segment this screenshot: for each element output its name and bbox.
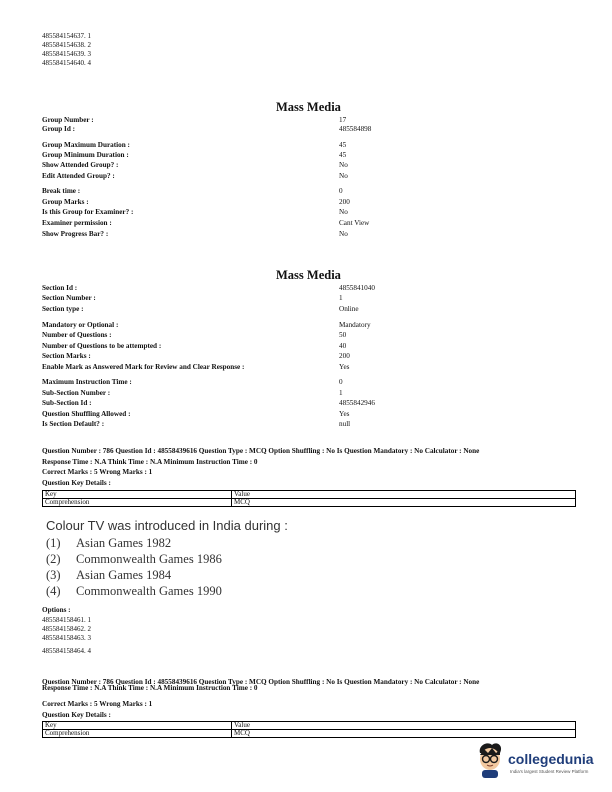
option-id: 485584158464. 4 xyxy=(42,647,91,655)
value: Yes xyxy=(339,363,350,371)
label: Mandatory or Optional : xyxy=(42,321,119,329)
question-shuffling-row xyxy=(42,410,522,420)
value: Online xyxy=(339,305,359,313)
value: 1 xyxy=(339,294,343,302)
question-marks: Correct Marks : 5 Wrong Marks : 1 xyxy=(42,700,153,708)
option-number: (4) xyxy=(46,584,61,598)
label: Break time : xyxy=(42,187,81,195)
option-id: 485584158461. 1 xyxy=(42,616,91,624)
value: 0 xyxy=(339,187,343,195)
value: 45 xyxy=(339,141,347,149)
value: No xyxy=(339,161,348,169)
key-header: Key xyxy=(43,722,232,730)
value: 485584898 xyxy=(339,125,372,133)
label: Show Attended Group? : xyxy=(42,161,119,169)
label: Section type : xyxy=(42,305,84,313)
option-id: 485584154638. 2 xyxy=(42,41,91,49)
option-number: (2) xyxy=(46,552,61,566)
brand-tagline: India's largest Student Review Platform xyxy=(510,769,589,774)
enable-mark-answered-row xyxy=(42,363,522,373)
option-id: 485584158462. 2 xyxy=(42,625,91,633)
answer-option xyxy=(46,568,171,583)
question-header: Question Number : 786 Question Id : 48558439616 Question Type : MCQ Option Shuffling : No Is Question Mandatory : No Calculator : None xyxy=(42,447,480,455)
option-ids xyxy=(42,616,91,656)
label: Is this Group for Examiner? : xyxy=(42,208,134,216)
label: Group Marks : xyxy=(42,198,89,206)
question-key-details-label: Question Key Details : xyxy=(42,711,111,719)
answer-option xyxy=(46,584,222,599)
section-type-row xyxy=(42,305,522,315)
label: Sub-Section Number : xyxy=(42,389,111,397)
value: Yes xyxy=(339,410,350,418)
value: 4855841040 xyxy=(339,284,375,292)
group-for-examiner-row xyxy=(42,208,522,218)
questions-to-attempt-row xyxy=(42,342,522,352)
option-id: 485584154637. 1 xyxy=(42,32,91,40)
table-row xyxy=(43,491,576,499)
table-row xyxy=(43,722,576,730)
label: Number of Questions : xyxy=(42,331,112,339)
group-marks-row xyxy=(42,198,522,208)
sub-section-id-row xyxy=(42,399,522,409)
option-number: (1) xyxy=(46,536,61,550)
value: Cant View xyxy=(339,219,370,227)
value: null xyxy=(339,420,351,428)
value: 17 xyxy=(339,116,347,124)
break-time-row xyxy=(42,187,522,197)
show-attended-group-row xyxy=(42,161,522,171)
option-id: 485584158463. 3 xyxy=(42,634,91,642)
section-title: Mass Media xyxy=(276,268,341,282)
value: 50 xyxy=(339,331,347,339)
label: Section Marks : xyxy=(42,352,91,360)
label: Enable Mark as Answered Mark for Review and Clear Response : xyxy=(42,363,245,371)
sub-section-number-row xyxy=(42,389,522,399)
section-number-row xyxy=(42,294,522,304)
edit-attended-group-row xyxy=(42,172,522,182)
option-id: 485584154640. 4 xyxy=(42,59,91,67)
option-id: 485584154639. 3 xyxy=(42,50,91,58)
section-default-row xyxy=(42,420,522,430)
value: No xyxy=(339,208,348,216)
collegedunia-logo xyxy=(474,741,608,781)
group-id-row xyxy=(42,125,522,135)
answer-option xyxy=(46,552,222,567)
option-text: Asian Games 1984 xyxy=(76,568,172,582)
option-text: Commonwealth Games 1986 xyxy=(76,552,222,566)
group-max-duration-row xyxy=(42,141,522,151)
value-header: Value xyxy=(232,491,576,499)
question-timing: Response Time : N.A Think Time : N.A Minimum Instruction Time : 0 xyxy=(42,684,258,692)
option-number: (3) xyxy=(46,568,61,582)
value: 200 xyxy=(339,352,350,360)
group-title: Mass Media xyxy=(276,100,341,114)
number-of-questions-row xyxy=(42,331,522,341)
label: Group Maximum Duration : xyxy=(42,141,130,149)
show-progress-bar-row xyxy=(42,230,522,240)
mascot-icon xyxy=(474,741,506,779)
table-row xyxy=(43,499,576,507)
option-text: Asian Games 1982 xyxy=(76,536,172,550)
label: Is Section Default? : xyxy=(42,420,105,428)
value: No xyxy=(339,172,348,180)
label: Group Minimum Duration : xyxy=(42,151,129,159)
value: 200 xyxy=(339,198,350,206)
label: Sub-Section Id : xyxy=(42,399,92,407)
label: Show Progress Bar? : xyxy=(42,230,109,238)
question-key-table xyxy=(42,490,576,507)
options-label: Options : xyxy=(42,606,71,614)
label: Edit Attended Group? : xyxy=(42,172,115,180)
value: No xyxy=(339,230,348,238)
value-header: Value xyxy=(232,722,576,730)
label: Number of Questions to be attempted : xyxy=(42,342,162,350)
label: Maximum Instruction Time : xyxy=(42,378,132,386)
label: Group Id : xyxy=(42,125,76,133)
question-key-details-label: Question Key Details : xyxy=(42,479,111,487)
value: Mandatory xyxy=(339,321,371,329)
key-cell: Comprehension xyxy=(43,499,232,507)
answer-option xyxy=(46,536,171,551)
brand-name: collegedunia xyxy=(508,751,594,767)
label: Section Number : xyxy=(42,294,96,302)
question-header: Question Number : 786 Question Id : 48558439616 Question Type : MCQ Option Shuffling : No Is Question Mandatory : No Calculator : None xyxy=(42,678,480,686)
question-key-table xyxy=(42,721,576,738)
examiner-permission-row xyxy=(42,219,522,229)
section-id-row xyxy=(42,284,522,294)
question-marks: Correct Marks : 5 Wrong Marks : 1 xyxy=(42,468,153,476)
key-header: Key xyxy=(43,491,232,499)
table-row xyxy=(43,730,576,738)
value: 0 xyxy=(339,378,343,386)
mandatory-optional-row xyxy=(42,321,522,331)
value: 4855842946 xyxy=(339,399,375,407)
label: Examiner permission : xyxy=(42,219,112,227)
value: 40 xyxy=(339,342,347,350)
option-text: Commonwealth Games 1990 xyxy=(76,584,222,598)
max-instruction-time-row xyxy=(42,378,522,388)
top-option-ids xyxy=(42,32,91,68)
group-min-duration-row xyxy=(42,151,522,161)
value-cell: MCQ xyxy=(232,499,576,507)
question-timing: Response Time : N.A Think Time : N.A Minimum Instruction Time : 0 xyxy=(42,458,258,466)
value-cell: MCQ xyxy=(232,730,576,738)
key-cell: Comprehension xyxy=(43,730,232,738)
label: Question Shuffling Allowed : xyxy=(42,410,131,418)
question-text: Colour TV was introduced in India during : xyxy=(46,518,288,533)
section-marks-row xyxy=(42,352,522,362)
label: Group Number : xyxy=(42,116,94,124)
value: 1 xyxy=(339,389,343,397)
label: Section Id : xyxy=(42,284,78,292)
value: 45 xyxy=(339,151,347,159)
